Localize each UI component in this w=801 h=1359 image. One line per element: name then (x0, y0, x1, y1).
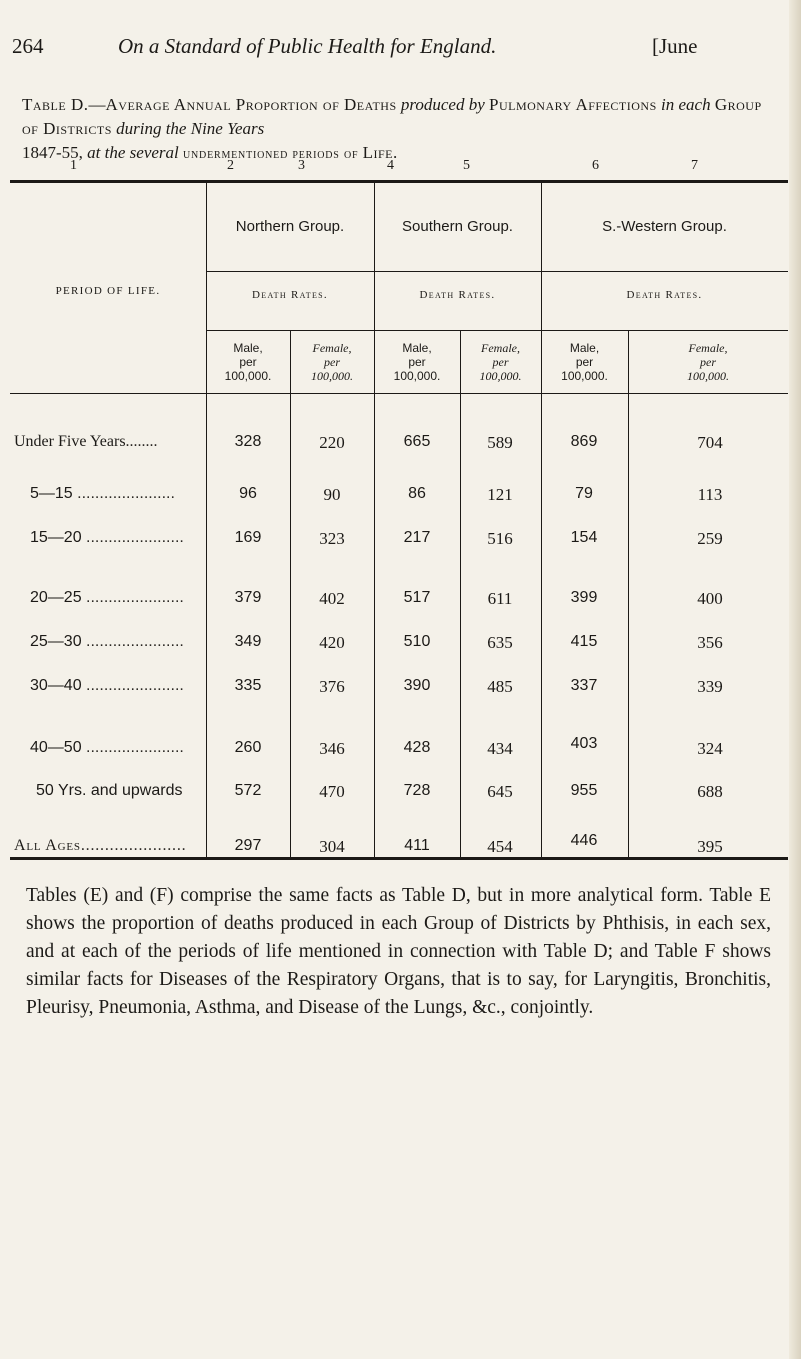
column-numbers (0, 158, 801, 178)
caption-table-label: Table D. (22, 95, 89, 114)
table-cell: 259 (697, 529, 723, 548)
row-label: 50 Yrs. and upwards (36, 782, 183, 799)
row-label: Under Five Years........ (14, 433, 158, 450)
running-title: On a Standard of Public Health for England. (118, 34, 497, 58)
caption-dash: — (88, 95, 106, 114)
table-cell: 704 (697, 433, 723, 452)
caption-part10: Life. (362, 143, 398, 162)
table-cell: 79 (575, 485, 593, 502)
row-label: 25—30 ...................... (30, 633, 184, 650)
table-cell: 96 (239, 485, 257, 502)
table-bottom-rule (10, 857, 788, 860)
table-cell: 420 (319, 633, 345, 652)
table-cell: 260 (234, 739, 262, 756)
row-label: 5—15 ...................... (30, 485, 175, 502)
column-divider (541, 183, 542, 857)
table-top-rule (10, 180, 788, 183)
page-edge (789, 0, 801, 1359)
table-cell: 154 (570, 529, 598, 546)
table-cell: 572 (234, 782, 262, 799)
caption-part9: undermentioned periods of (183, 147, 359, 162)
caption-part6: during the Nine Years (116, 119, 265, 138)
header-bottom-rule (10, 393, 788, 394)
column-divider (206, 183, 207, 857)
row-label: 30—40 ...................... (30, 677, 184, 694)
row-label: 40—50 ...................... (30, 739, 184, 756)
table-cell: 510 (403, 633, 431, 650)
table-cell: 217 (403, 529, 431, 546)
death-rates-header: Death Rates. (626, 289, 703, 301)
female-subheader: Female, per 100,000. (311, 341, 353, 383)
table-cell: 869 (570, 433, 598, 450)
table-cell: 220 (319, 433, 345, 452)
caption-part1: Average Annual Proportion of Deaths (105, 95, 397, 114)
table-cell: 346 (319, 739, 345, 758)
page-number: 264 (12, 34, 44, 58)
table-cell: 446 (570, 832, 598, 849)
table-cell: 485 (487, 677, 513, 696)
death-rates-header: Death Rates. (419, 289, 496, 301)
table-cell: 297 (234, 837, 262, 854)
column-divider (374, 183, 375, 857)
male-subheader: Male, per 100,000. (224, 341, 272, 383)
table-cell: 400 (697, 589, 723, 608)
table-cell: 379 (234, 589, 262, 606)
table-cell: 328 (234, 433, 262, 450)
row-label: 15—20 ...................... (30, 529, 184, 546)
table-cell: 411 (404, 837, 430, 854)
column-number: 6 (592, 158, 599, 173)
running-head (12, 34, 752, 70)
mortality-table (10, 180, 786, 858)
male-subheader: Male, per 100,000. (561, 341, 608, 383)
caption-part8: at the several (87, 143, 179, 162)
table-cell: 113 (697, 485, 723, 504)
table-cell: 434 (487, 739, 513, 758)
column-number: 3 (298, 158, 305, 173)
female-subheader: Female, per 100,000. (687, 341, 729, 383)
column-number: 2 (227, 158, 234, 173)
period-of-life-header: PERIOD OF LIFE. (55, 285, 161, 297)
table-caption (22, 93, 762, 167)
table-cell: 611 (487, 589, 513, 608)
table-cell: 402 (319, 589, 345, 608)
table-cell: 169 (234, 529, 262, 546)
column-divider (628, 331, 629, 857)
row-label: 20—25 ...................... (30, 589, 184, 606)
table-cell: 470 (319, 782, 345, 801)
table-cell: 454 (487, 837, 513, 856)
table-cell: 356 (697, 633, 723, 652)
table-cell: 90 (323, 485, 341, 504)
caption-part2: produced by (400, 95, 485, 114)
table-cell: 955 (570, 782, 598, 799)
table-cell: 337 (570, 677, 598, 694)
northern-group-header: Northern Group. (235, 218, 345, 235)
table-cell: 121 (487, 485, 513, 504)
table-cell: 415 (570, 633, 598, 650)
running-month: [June (652, 34, 698, 58)
table-cell: 323 (319, 529, 345, 548)
table-cell: 403 (570, 735, 598, 752)
column-divider (290, 331, 291, 857)
caption-part3: Pulmonary Affections (489, 95, 657, 114)
table-cell: 728 (403, 782, 431, 799)
body-paragraph: Tables (E) and (F) comprise the same facts as Table D, but in more analytical form. Table E shows the proportion of deaths produced in each Group of Districts by Phthisis, in each sex, and at each of the periods of life mentioned in connection with Table D; and Table F shows similar facts for Diseases of the Respiratory Organs, that is to say, for Laryngitis, Bronchitis, Pleurisy, Pneumonia, Asthma, and Disease of the Lungs, &c., conjointly. (26, 885, 771, 1018)
column-number: 4 (387, 158, 394, 173)
table-cell: 399 (570, 589, 598, 606)
table-cell: 395 (697, 837, 723, 856)
column-number: 7 (691, 158, 698, 173)
table-cell: 516 (487, 529, 513, 548)
table-cell: 517 (403, 589, 431, 606)
sw-group-header: S.-Western Group. (602, 218, 727, 235)
column-number: 1 (70, 158, 77, 173)
table-cell: 688 (697, 782, 723, 801)
caption-part5: Group of Districts (22, 95, 762, 138)
table-cell: 339 (697, 677, 723, 696)
death-rates-header: Death Rates. (252, 289, 328, 301)
female-subheader: Female, per 100,000. (479, 341, 522, 383)
table-cell: 635 (487, 633, 513, 652)
table-cell: 390 (403, 677, 431, 694)
header-divider (206, 271, 788, 272)
table-cell: 349 (234, 633, 262, 650)
row-label: All Ages...................... (14, 837, 187, 854)
table-cell: 376 (319, 677, 345, 696)
caption-part4: in each (661, 95, 711, 114)
table-cell: 335 (234, 677, 262, 694)
table-cell: 665 (403, 433, 431, 450)
column-number: 5 (463, 158, 470, 173)
caption-part7: 1847-55, (22, 143, 83, 162)
table-cell: 589 (487, 433, 513, 452)
table-cell: 645 (487, 782, 513, 801)
male-subheader: Male, per 100,000. (393, 341, 441, 383)
header-divider (206, 330, 788, 331)
southern-group-header: Southern Group. (402, 218, 513, 235)
table-cell: 304 (319, 837, 345, 856)
table-cell: 86 (408, 485, 426, 502)
table-cell: 324 (697, 739, 723, 758)
table-cell: 428 (403, 739, 431, 756)
